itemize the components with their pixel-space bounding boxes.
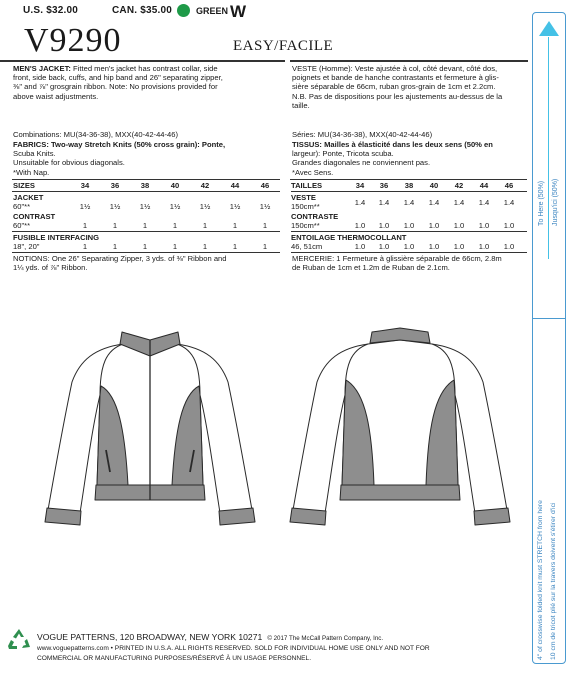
fabrics-line: *With Nap.	[13, 167, 50, 177]
mercerie-block	[292, 254, 528, 272]
back-right-cuff	[474, 508, 510, 525]
sizes-label: SIZES	[13, 181, 35, 190]
gauge-arrow-line	[548, 37, 549, 259]
tissus-block	[292, 140, 528, 177]
desc-label: MEN'S JACKET:	[13, 64, 71, 73]
meter-cell: 1.0	[354, 221, 366, 230]
yardage-cell: 1	[82, 242, 88, 251]
tissus-line: Grandes diagonales ne conviennent pas.	[292, 158, 431, 168]
size-cell: 36	[379, 181, 389, 190]
front-right-cuff	[219, 508, 255, 525]
tailles-label: TAILLES	[291, 181, 323, 190]
desc-line: poignets et bande de hanche contrastants et fermeture à glis-	[292, 73, 499, 83]
yardage-cell: 1	[142, 242, 148, 251]
fabrics-block	[13, 140, 278, 177]
table-rule	[290, 179, 527, 180]
back-left-cuff	[290, 508, 326, 525]
color-name: GREEN	[196, 6, 229, 16]
veste-label: VESTE	[291, 193, 316, 202]
meter-cell: 1.0	[403, 242, 415, 251]
footer-company: VOGUE PATTERNS, 120 BROADWAY, NEW YORK 10271	[37, 632, 263, 642]
notions-line: NOTIONS: One 26" Separating Zipper, 3 yds. of ⅜" Ribbon and	[13, 254, 227, 263]
desc-line: taille.	[292, 100, 310, 110]
contrast-width: 60"**	[13, 221, 31, 230]
size-cell: 42	[454, 181, 464, 190]
tissus-line: largeur): Ponte, Tricota scuba.	[292, 149, 394, 159]
size-cell: 46	[504, 181, 514, 190]
back-hip-band	[340, 485, 460, 500]
yardage-cell: 1½	[229, 202, 241, 211]
meter-cell: 1.0	[428, 221, 440, 230]
meter-cell: 1.0	[478, 221, 490, 230]
meter-cell: 1.0	[478, 242, 490, 251]
table-rule	[12, 179, 280, 180]
notions-line: 1¼ yds. of ⅞" Ribbon.	[13, 263, 88, 273]
interfacing-label: FUSIBLE INTERFACING	[13, 233, 100, 242]
meter-cell: 1.0	[428, 242, 440, 251]
recycle-icon	[6, 627, 32, 653]
mercerie-line: MERCERIE: 1 Fermeture à glissière séparable de 66cm, 2.8m	[292, 254, 502, 263]
size-cell: 34	[355, 181, 365, 190]
size-mark: W	[230, 2, 247, 21]
size-cell: 36	[110, 181, 120, 190]
series: Séries: MU(34-36-38), MXX(40-42-44-46)	[292, 130, 433, 139]
size-cell: 40	[429, 181, 439, 190]
desc-line: VESTE (Homme): Veste ajustée à col, côté devant, côté dos,	[292, 64, 498, 73]
footer-copyright: © 2017 The McCall Pattern Company, Inc.	[267, 635, 384, 642]
header-rule-right	[290, 60, 528, 62]
meter-cell: 1.0	[378, 242, 390, 251]
mercerie-line: de Ruban de 1cm et 1.2m de Ruban de 2.1cm.	[292, 263, 450, 273]
meter-cell: 1.4	[478, 198, 490, 207]
meter-cell: 1.4	[378, 198, 390, 207]
size-cell: 34	[80, 181, 90, 190]
contrast-label: CONTRAST	[13, 212, 56, 221]
color-dot	[177, 4, 190, 17]
desc-line: Fitted men's jacket has contrast collar, side	[73, 64, 218, 73]
table-rule	[12, 231, 280, 232]
size-cell: 42	[200, 181, 210, 190]
fabrics-line: Scuba Knits.	[13, 149, 56, 159]
yardage-cell: 1½	[109, 202, 121, 211]
yardage-cell: 1	[262, 221, 268, 230]
yardage-cell: 1	[82, 221, 88, 230]
meter-cell: 1.0	[403, 221, 415, 230]
yardage-cell: 1½	[199, 202, 211, 211]
stretch-gauge-divider	[532, 318, 565, 319]
contraste-width: 150cm**	[291, 221, 320, 230]
yardage-cell: 1½	[79, 202, 91, 211]
meter-cell: 1.4	[428, 198, 440, 207]
price-us: U.S. $32.00	[23, 5, 79, 16]
yardage-cell: 1	[232, 242, 238, 251]
tissus-line: *Avec Sens.	[292, 167, 334, 177]
yardage-cell: 1	[172, 221, 178, 230]
meter-cell: 1.4	[403, 198, 415, 207]
entoilage-width: 46, 51cm	[291, 242, 323, 251]
yardage-cell: 1	[262, 242, 268, 251]
jacket-description	[13, 64, 278, 101]
contraste-label: CONTRASTE	[291, 212, 339, 221]
jacket-back-view	[290, 328, 510, 525]
size-cell: 44	[230, 181, 240, 190]
gauge-instruction-en: 4" of crosswise folded knit must STRETCH from here	[537, 500, 544, 660]
table-rule	[291, 191, 527, 192]
tissus-line: TISSUS: Mailles à élasticité dans les deux sens (50% en	[292, 140, 493, 149]
yardage-cell: 1½	[169, 202, 181, 211]
meter-cell: 1.0	[503, 221, 515, 230]
meter-cell: 1.0	[378, 221, 390, 230]
meter-cell: 1.0	[503, 242, 515, 251]
size-cell: 38	[140, 181, 150, 190]
meter-cell: 1.0	[354, 242, 366, 251]
footer-company-line	[37, 633, 383, 643]
yardage-cell: 1½	[259, 202, 271, 211]
header-rule-left	[0, 60, 285, 62]
footer-rights-line: www.voguepatterns.com • PRINTED IN U.S.A. ALL RIGHTS RESERVED. SOLD FOR INDIVIDUAL HOME USE ONLY AND NOT FOR	[37, 645, 430, 652]
table-rule	[291, 252, 527, 253]
footer-usage-line: COMMERCIAL OR MANUFACTURING PURPOSES/RÉSERVÉ À UN USAGE PERSONNEL.	[37, 655, 312, 662]
arrow-up-icon	[538, 20, 560, 38]
interfacing-width: 18", 20"	[13, 242, 40, 251]
jacket-label: JACKET	[13, 193, 44, 202]
yardage-cell: 1	[202, 242, 208, 251]
jacket-illustrations	[0, 310, 530, 535]
desc-line: ⅜" and ⅞" grosgrain ribbon. Note: No provisions provided for	[13, 82, 218, 92]
yardage-cell: 1	[172, 242, 178, 251]
fabrics-line: Unsuitable for obvious diagonals.	[13, 158, 125, 168]
entoilage-label: ENTOILAGE THERMOCOLLANT	[291, 233, 407, 242]
size-cell: 38	[404, 181, 414, 190]
notions-block	[13, 254, 281, 272]
gauge-to-here-en: To Here (50%)	[538, 180, 545, 226]
price-can: CAN. $35.00	[112, 5, 173, 16]
front-left-cuff	[45, 508, 81, 525]
table-rule	[12, 191, 280, 192]
size-cell: 46	[260, 181, 270, 190]
meter-cell: 1.0	[453, 242, 465, 251]
size-cell: 44	[479, 181, 489, 190]
meter-cell: 1.0	[453, 221, 465, 230]
combinations: Combinations: MU(34-36-38), MXX(40-42-44-46)	[13, 130, 179, 139]
table-rule	[12, 252, 280, 253]
yardage-cell: 1	[112, 242, 118, 251]
yardage-cell: 1½	[139, 202, 151, 211]
yardage-cell: 1	[202, 221, 208, 230]
yardage-cell: 1	[112, 221, 118, 230]
yardage-cell: 1	[142, 221, 148, 230]
veste-description	[292, 64, 528, 110]
jacket-width: 60"**	[13, 202, 31, 211]
jacket-front-view	[45, 332, 255, 525]
pattern-number: V9290	[24, 22, 122, 59]
table-rule	[291, 231, 527, 232]
difficulty-label: EASY/FACILE	[233, 38, 334, 54]
desc-line: front, side back, cuffs, and hip band and 26" separating zipper,	[13, 73, 223, 83]
yardage-cell: 1	[232, 221, 238, 230]
gauge-instruction-fr: 10 cm de tricot plié sur la travers doivent s'étirer d'ici	[550, 502, 557, 660]
meter-cell: 1.4	[503, 198, 515, 207]
desc-line: above waist adjustments.	[13, 91, 99, 101]
desc-line: sière séparable de 66cm, ruban gros-grain de 1cm et 2.2cm.	[292, 82, 496, 92]
fabrics-line: FABRICS: Two-way Stretch Knits (50% cross grain): Ponte,	[13, 140, 226, 149]
meter-cell: 1.4	[453, 198, 465, 207]
gauge-to-here-fr: Jusqu'ici (50%)	[552, 178, 559, 226]
size-cell: 40	[170, 181, 180, 190]
meter-cell: 1.4	[354, 198, 366, 207]
desc-line: N.B. Pas de dispositions pour les ajustements au-dessus de la	[292, 91, 503, 101]
veste-width: 150cm**	[291, 202, 320, 211]
